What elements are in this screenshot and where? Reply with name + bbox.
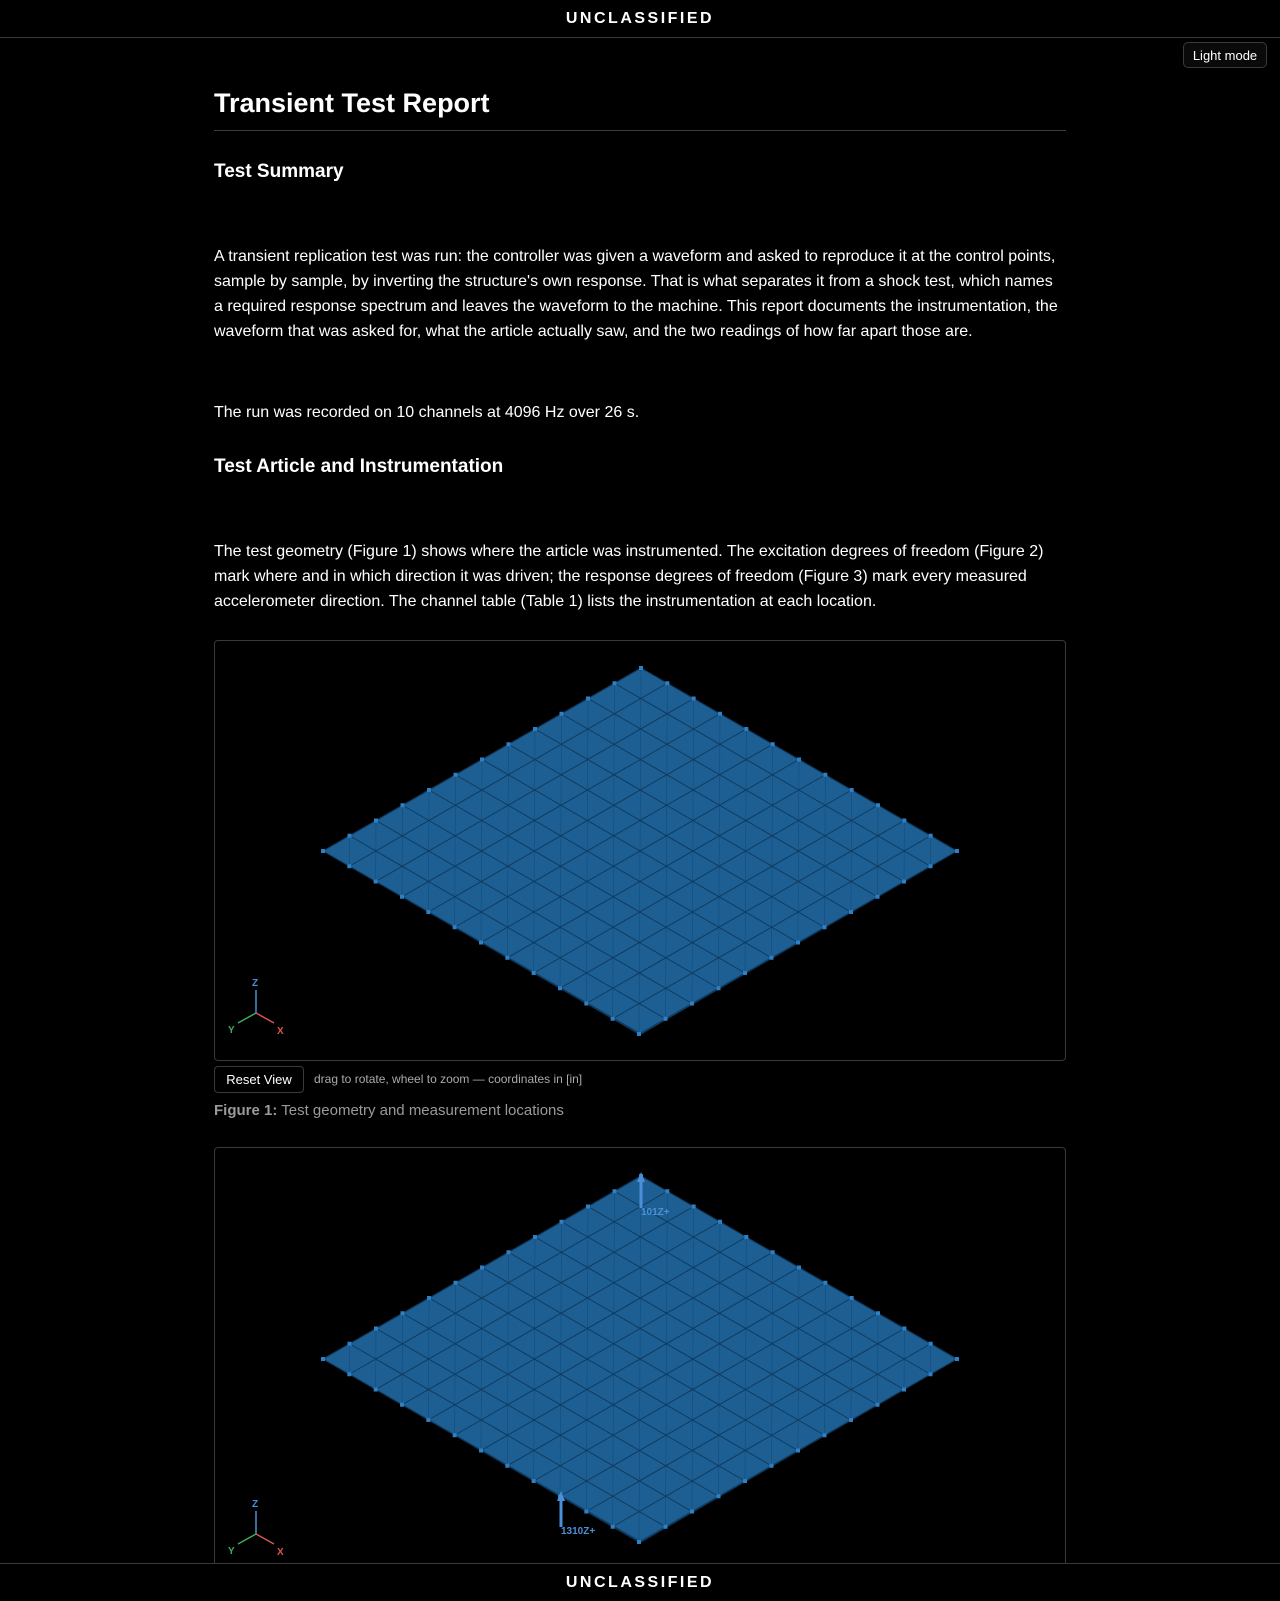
mesh-node — [613, 681, 617, 685]
mesh-node — [374, 1388, 378, 1392]
mesh-node — [453, 925, 457, 929]
test-summary-heading: Test Summary — [214, 160, 344, 184]
mesh-node — [347, 1372, 351, 1376]
figure-1-caption — [214, 1102, 564, 1119]
mesh-node — [533, 1235, 537, 1239]
mesh-node — [637, 1540, 641, 1544]
mesh-node — [902, 880, 906, 884]
mesh-node — [586, 697, 590, 701]
mesh-node — [929, 834, 933, 838]
mesh-node — [718, 712, 722, 716]
mesh-node — [613, 1189, 617, 1193]
mesh-node — [584, 1510, 588, 1514]
mesh-node — [744, 1235, 748, 1239]
mesh-node — [558, 986, 562, 990]
mesh-node — [374, 1327, 378, 1331]
mesh-node — [876, 1403, 880, 1407]
classification-banner-top: UNCLASSIFIED — [0, 0, 1280, 38]
mesh-node — [743, 971, 747, 975]
light-mode-toggle[interactable]: Light mode — [1183, 42, 1267, 68]
mesh-node — [401, 1311, 405, 1315]
mesh-node — [717, 986, 721, 990]
figure-2-excitation-viewer[interactable] — [214, 1147, 1066, 1589]
mesh-node — [560, 712, 564, 716]
figure-1-caption-text: Test geometry and measurement locations — [281, 1102, 564, 1119]
mesh-node — [796, 1449, 800, 1453]
mesh-node — [584, 1002, 588, 1006]
mesh-node — [850, 788, 854, 792]
excitation-label-101z: 101Z+ — [641, 1207, 670, 1218]
mesh-node — [876, 895, 880, 899]
mesh-node — [532, 1479, 536, 1483]
mesh-node — [401, 803, 405, 807]
mesh-node — [796, 941, 800, 945]
mesh-node — [347, 864, 351, 868]
mesh-node — [479, 1449, 483, 1453]
viewer-hint: drag to rotate, wheel to zoom — coordinates in [in] — [314, 1072, 582, 1086]
mesh-node — [770, 956, 774, 960]
mesh-node — [902, 1327, 906, 1331]
figure-1-geometry-viewer[interactable] — [214, 640, 1066, 1061]
classification-banner-bottom: UNCLASSIFIED — [0, 1563, 1280, 1601]
mesh-node — [850, 1296, 854, 1300]
mesh-node — [507, 1250, 511, 1254]
mesh-node — [743, 1479, 747, 1483]
mesh-node — [321, 1357, 325, 1361]
y-axis-line — [238, 1534, 256, 1544]
mesh-node — [374, 880, 378, 884]
y-axis-label: Y — [228, 1025, 235, 1036]
mesh-node — [454, 1281, 458, 1285]
mesh-node — [321, 849, 325, 853]
mesh-node — [611, 1525, 615, 1529]
mesh-node — [902, 819, 906, 823]
mesh-node — [929, 1342, 933, 1346]
mesh-node — [692, 1205, 696, 1209]
axis-triad — [228, 978, 284, 1037]
mesh-node — [664, 1525, 668, 1529]
mesh-node — [507, 742, 511, 746]
mesh-node — [480, 1266, 484, 1270]
mesh-node — [823, 773, 827, 777]
mesh-node — [823, 1433, 827, 1437]
figure-1-caption-label: Figure 1: — [214, 1102, 277, 1119]
mesh-node — [744, 727, 748, 731]
mesh-node — [505, 956, 509, 960]
mesh-node — [454, 773, 458, 777]
mesh-node — [929, 1372, 933, 1376]
mesh-node — [823, 1281, 827, 1285]
mesh-node — [823, 925, 827, 929]
mesh-node — [611, 1017, 615, 1021]
mesh-node — [400, 895, 404, 899]
x-axis-label: X — [277, 1547, 284, 1558]
mesh-node — [717, 1494, 721, 1498]
mesh-node — [665, 681, 669, 685]
mesh-node — [348, 834, 352, 838]
mesh-node — [664, 1017, 668, 1021]
excitation-label-1310z: 1310Z+ — [561, 1526, 595, 1537]
mesh-node — [505, 1464, 509, 1468]
mesh-node — [479, 941, 483, 945]
mesh-node — [665, 1189, 669, 1193]
mesh-node — [426, 910, 430, 914]
axis-triad — [228, 1499, 284, 1558]
mesh-node — [348, 1342, 352, 1346]
mesh-node — [586, 1205, 590, 1209]
y-axis-label: Y — [228, 1546, 235, 1557]
mesh-node — [480, 758, 484, 762]
mesh-node — [692, 697, 696, 701]
mesh-node — [929, 864, 933, 868]
mesh-node — [532, 971, 536, 975]
mesh-node — [770, 1464, 774, 1468]
mesh-node — [690, 1002, 694, 1006]
x-axis-line — [256, 1534, 274, 1544]
mesh-node — [690, 1510, 694, 1514]
mesh-node — [453, 1433, 457, 1437]
mesh-node — [427, 1296, 431, 1300]
mesh-node — [637, 1032, 641, 1036]
mesh-node — [955, 849, 959, 853]
instrumentation-paragraph: The test geometry (Figure 1) shows where the article was instrumented. The excitation degrees of freedom (Figure 2) mark where and in which direction it was driven; the response degrees of freedom (Figure 3) mark every measured accelerometer direction. The channel table (Table 1) lists the instrumentation at each location. — [214, 539, 1066, 614]
mesh-node — [639, 666, 643, 670]
mesh-node — [955, 1357, 959, 1361]
mesh-node — [797, 1266, 801, 1270]
mesh-node — [426, 1418, 430, 1422]
mesh-node — [533, 727, 537, 731]
mesh-node — [849, 910, 853, 914]
mesh-node — [560, 1220, 564, 1224]
y-axis-line — [238, 1013, 256, 1023]
x-axis-label: X — [277, 1026, 284, 1037]
title-divider — [214, 130, 1066, 131]
instrumentation-heading: Test Article and Instrumentation — [214, 455, 503, 479]
mesh-node — [771, 742, 775, 746]
reset-view-button[interactable]: Reset View — [214, 1066, 304, 1093]
mesh-node — [849, 1418, 853, 1422]
mesh-node — [876, 1311, 880, 1315]
excitation-canvas[interactable] — [215, 1148, 1065, 1588]
z-axis-label: Z — [252, 1499, 258, 1510]
geometry-canvas[interactable] — [215, 641, 1065, 1060]
mesh-node — [876, 803, 880, 807]
x-axis-line — [256, 1013, 274, 1023]
mesh-node — [902, 1388, 906, 1392]
summary-paragraph: A transient replication test was run: the controller was given a waveform and asked to reproduce it at the control points, sample by sample, by inverting the structure's own response. That is what separates it from a shock test, which names a required response spectrum and leaves the waveform to the machine. This report documents the instrumentation, the waveform that was asked for, what the article actually saw, and the two readings of how far apart those are. — [214, 244, 1066, 344]
mesh-node — [718, 1220, 722, 1224]
recording-paragraph: The run was recorded on 10 channels at 4096 Hz over 26 s. — [214, 400, 1066, 425]
report-title: Transient Test Report — [214, 86, 490, 120]
mesh-node — [797, 758, 801, 762]
mesh-node — [400, 1403, 404, 1407]
mesh-node — [427, 788, 431, 792]
mesh-node — [374, 819, 378, 823]
z-axis-label: Z — [252, 978, 258, 989]
mesh-node — [771, 1250, 775, 1254]
